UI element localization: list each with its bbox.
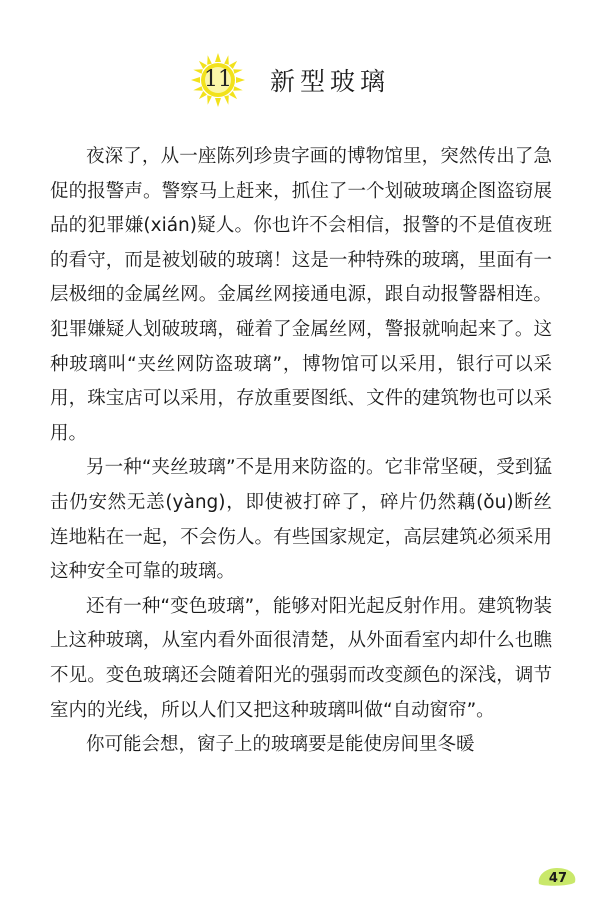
paragraph: 夜深了，从一座陈列珍贵字画的博物馆里，突然传出了急促的报警声。警察马上赶来，抓住了一个划破玻璃企图盗窃展品的犯罪嫌(xián)疑人。你也许不会相信，报警的不是值夜班的看守，而是被划破的玻璃！这是一种特殊的玻璃，里面有一层极细的金属丝网。金属丝网接通电源，跟自动报警器相连。犯罪嫌疑人划破玻璃，碰着了金属丝网，警报就响起来了。这种玻璃叫“夹丝网防盗玻璃”，博物馆可以采用，银行可以采用，珠宝店可以采用，存放重要图纸、文件的建筑物也可以采用。: [50, 146, 552, 444]
lesson-title: 新型玻璃: [270, 67, 391, 96]
lesson-body: [50, 140, 552, 763]
lesson-header: [0, 52, 597, 108]
paragraph: 你可能会想，窗子上的玻璃要是能使房间里冬暖: [86, 734, 475, 756]
paragraph: 还有一种“变色玻璃”，能够对阳光起反射作用。建筑物装上这种玻璃，从室内看外面很清楚，从外面看室内却什么也瞧不见。变色玻璃还会随着阳光的强弱而改变颜色的深浅，调节室内的光线，所以人们又把这种玻璃叫做“自动窗帘”。: [50, 595, 552, 721]
page-number: 47: [548, 871, 567, 886]
lesson-number: 11: [204, 67, 232, 92]
paragraph: 另一种“夹丝玻璃”不是用来防盗的。它非常坚硬，受到猛击仍安然无恙(yàng)，即使被打碎了，碎片仍然藕(ǒu)断丝连地粘在一起，不会伤人。有些国家规定，高层建筑必须采用这种安全可靠的玻璃。: [50, 457, 552, 583]
